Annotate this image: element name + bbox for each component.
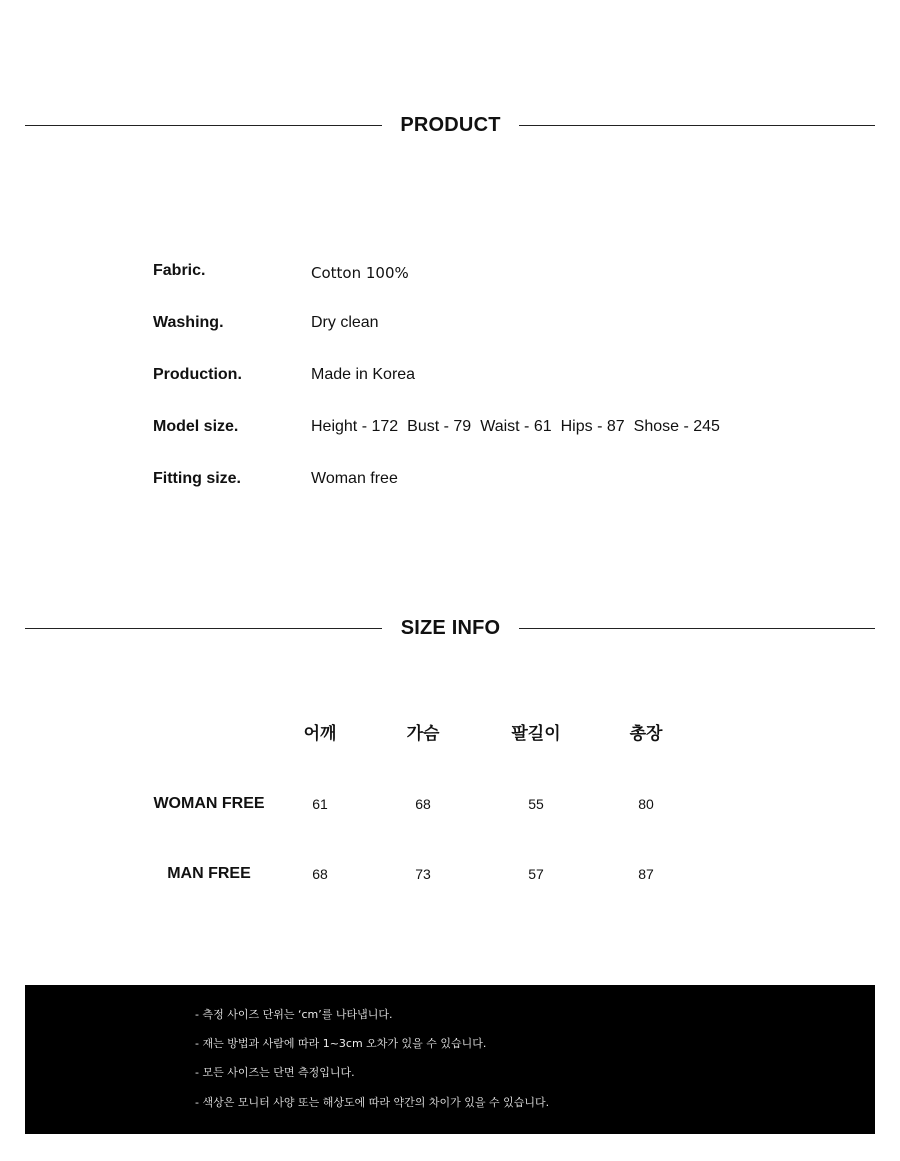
product-row-washing (0, 311, 900, 335)
size-info-section-header (0, 614, 900, 644)
column-sleeve-length: 팔길이 (511, 724, 561, 744)
model-shoes: Shose - 245 (633, 418, 720, 435)
product-row-production (0, 363, 900, 387)
notice-flat-measure: - 모든 사이즈는 단면 측정입니다. (195, 1066, 355, 1079)
fitting-size-value: Woman free (311, 470, 398, 487)
product-row-model-size (0, 415, 900, 439)
man-sleeve: 57 (528, 866, 544, 882)
fitting-size-label: Fitting size. (153, 470, 241, 487)
woman-sleeve: 55 (528, 796, 544, 812)
header-divider-left (25, 125, 382, 126)
product-row-fabric (0, 259, 900, 283)
production-value: Made in Korea (311, 366, 416, 383)
row-label-woman-free: WOMAN FREE (153, 795, 265, 812)
fabric-label: Fabric. (153, 262, 206, 279)
notice-color: - 색상은 모니터 사양 또는 해상도에 따라 약간의 차이가 있을 수 있습니다. (195, 1096, 550, 1109)
size-notice-box (25, 985, 875, 1134)
model-waist: Waist - 61 (480, 418, 552, 435)
man-length: 87 (638, 866, 654, 882)
woman-chest: 68 (415, 796, 431, 812)
fabric-value: Cotton 100% (311, 264, 409, 282)
column-total-length: 총장 (629, 724, 663, 744)
woman-length: 80 (638, 796, 654, 812)
woman-shoulder: 61 (312, 796, 328, 812)
model-size-label: Model size. (153, 418, 239, 435)
row-label-man-free: MAN FREE (167, 865, 251, 882)
header-divider-right (519, 125, 875, 126)
header-divider-right (519, 628, 875, 629)
header-divider-left (25, 628, 382, 629)
notice-unit: - 측정 사이즈 단위는 ‘cm’를 나타냅니다. (195, 1008, 393, 1021)
column-chest: 가슴 (406, 724, 440, 744)
model-size-value (311, 415, 729, 439)
production-label: Production. (153, 366, 242, 383)
model-hips: Hips - 87 (560, 418, 625, 435)
man-shoulder: 68 (312, 866, 328, 882)
size-info-title: SIZE INFO (400, 617, 501, 639)
product-section-header (0, 111, 900, 141)
model-bust: Bust - 79 (407, 418, 472, 435)
notice-tolerance: - 재는 방법과 사람에 따라 1~3cm 오차가 있을 수 있습니다. (195, 1037, 487, 1050)
product-title: PRODUCT (400, 114, 501, 136)
washing-label: Washing. (153, 314, 224, 331)
washing-value: Dry clean (311, 314, 379, 331)
product-row-fitting-size (0, 467, 900, 491)
man-chest: 73 (415, 866, 431, 882)
column-shoulder: 어깨 (303, 724, 337, 744)
model-height: Height - 172 (311, 418, 399, 435)
